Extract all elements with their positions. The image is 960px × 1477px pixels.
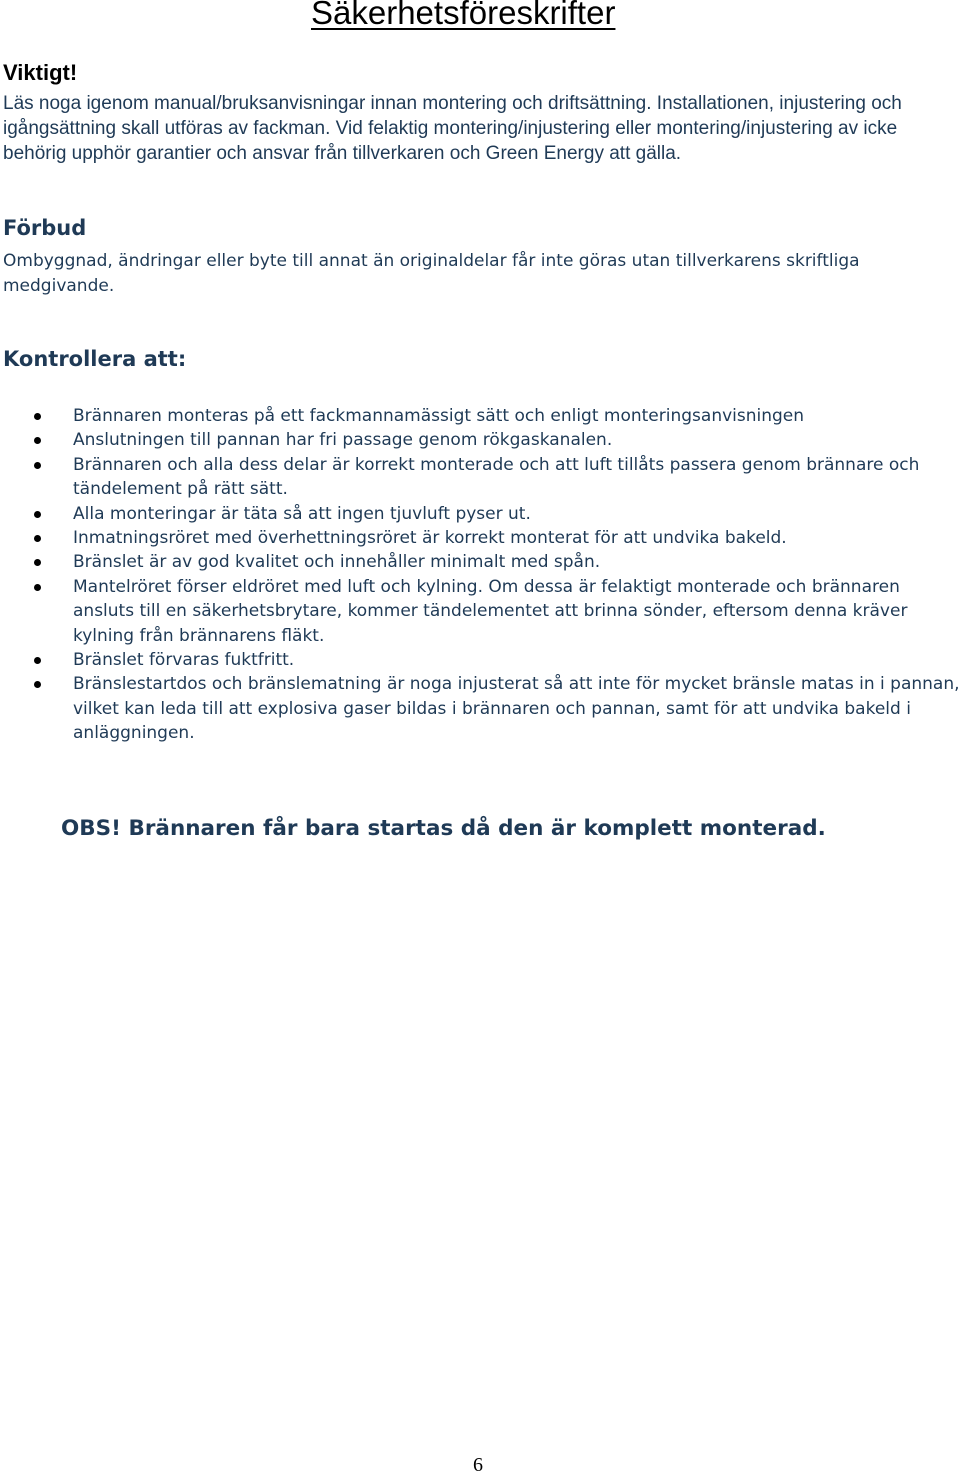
bullet-icon: [34, 681, 41, 688]
page-number: 6: [473, 1454, 483, 1476]
checklist-item-text: Bränslestartdos och bränslematning är noga injusterat så att inte för mycket bränsle matas in i pannan, vilket kan leda till att explosiva gaser bildas i brännaren och pannan, samt för att undvika bakeld i anläggningen.: [73, 674, 960, 744]
checklist-item-text: Bränslet är av god kvalitet och innehåller minimalt med spån.: [73, 552, 601, 573]
checklist-item: [28, 575, 960, 648]
checklist: [28, 404, 960, 746]
checklist-item-text: Anslutningen till pannan har fri passage genom rökgaskanalen.: [73, 430, 613, 451]
forbud-heading: Förbud: [3, 216, 87, 240]
checklist-item: [28, 453, 960, 502]
checklist-item: [28, 526, 960, 550]
bullet-icon: [34, 511, 41, 518]
checklist-item: [28, 404, 960, 428]
bullet-icon: [34, 462, 41, 469]
checklist-item: [28, 672, 960, 745]
checklist-item-text: Bränslet förvaras fuktfritt.: [73, 650, 295, 671]
bullet-icon: [34, 437, 41, 444]
kontrollera-heading: Kontrollera att:: [3, 347, 187, 371]
checklist-item: [28, 428, 960, 452]
checklist-item: [28, 550, 960, 574]
checklist-item: [28, 502, 960, 526]
checklist-item-text: Brännaren och alla dess delar är korrekt monterade och att luft tillåts passera genom brännare och tändelement på rätt sätt.: [73, 454, 920, 500]
viktigt-paragraph: Läs noga igenom manual/bruksanvisningar innan montering och driftsättning. Installationen, injustering och igångsättning skall utföras av fackman. Vid felaktig montering/injustering eller montering/injustering av icke behörig upphör garantier och ansvar från tillverkaren och Green Energy att gälla.: [3, 93, 902, 164]
checklist-item-text: Inmatningsröret med överhettningsröret är korrekt monterat för att undvika bakeld.: [73, 528, 787, 549]
bullet-icon: [34, 657, 41, 664]
checklist-item: [28, 648, 960, 672]
checklist-item-text: Mantelröret förser eldröret med luft och kylning. Om dessa är felaktigt monterade och brännaren ansluts till en säkerhetsbrytare, kommer tändelementet att brinna sönder, eftersom denna kräver kylning från brännarens fläkt.: [73, 576, 908, 646]
bullet-icon: [34, 413, 41, 420]
bullet-icon: [34, 559, 41, 566]
bullet-icon: [34, 584, 41, 591]
checklist-item-text: Alla monteringar är täta så att ingen tjuvluft pyser ut.: [73, 503, 531, 524]
bullet-icon: [34, 535, 41, 542]
obs-warning: OBS! Brännaren får bara startas då den är komplett monterad.: [61, 816, 826, 841]
forbud-paragraph: Ombyggnad, ändringar eller byte till annat än originaldelar får inte göras utan tillverkarens skriftliga medgivande.: [3, 251, 860, 296]
page-title: Säkerhetsföreskrifter: [311, 0, 616, 31]
checklist-item-text: Brännaren monteras på ett fackmannamässigt sätt och enligt monteringsanvisningen: [73, 406, 805, 426]
viktigt-heading: Viktigt!: [3, 60, 78, 85]
